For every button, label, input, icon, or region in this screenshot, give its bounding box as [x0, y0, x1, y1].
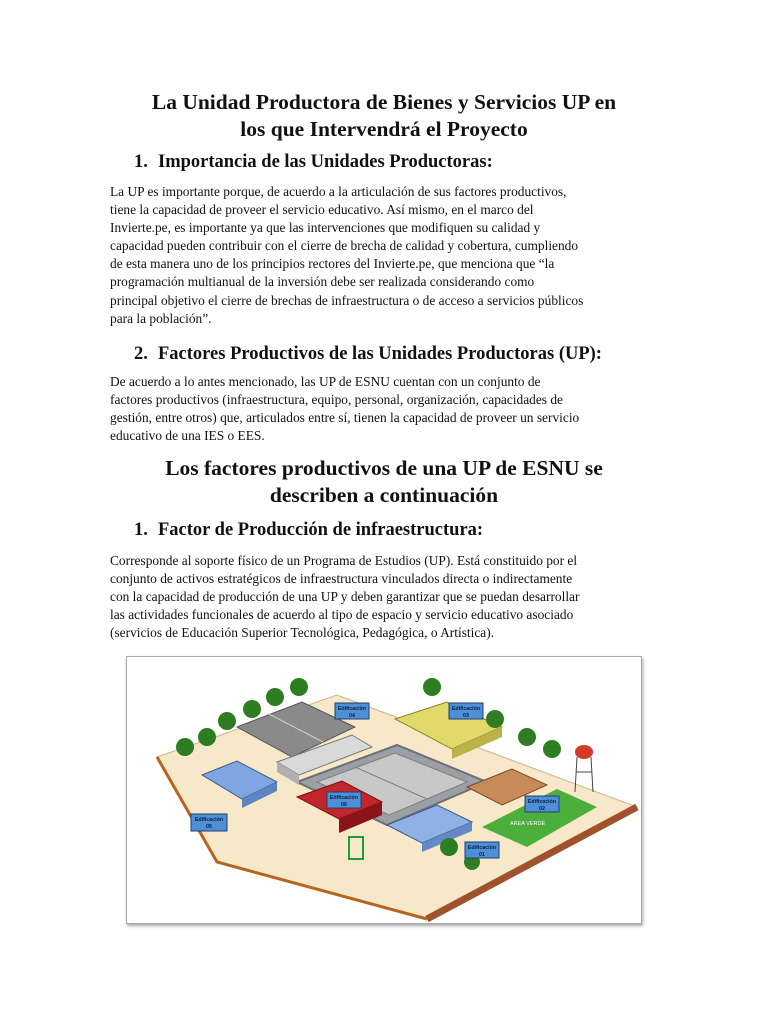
section-2-paragraph [110, 373, 670, 445]
paragraph-line: capacidad pueden contribuir con el cierre de brecha de calidad y cobertura, cumpliendo [110, 238, 579, 254]
tree [290, 678, 308, 696]
label-edificacion-01 [465, 842, 499, 858]
label-number: 01 [479, 852, 485, 858]
paragraph-line: conjunto de activos estratégicos de infraestructura vinculados directa o indirectamente [110, 571, 573, 587]
label-text: Edificación [337, 706, 367, 712]
label-number: 06 [341, 802, 347, 808]
section-2-number: 2. [134, 344, 148, 364]
section-3-number: 1. [134, 520, 148, 540]
subtitle-line-1: Los factores productivos de una UP de ESNU se [165, 456, 603, 480]
tree [218, 712, 236, 730]
paragraph-line: principal objetivo el cierre de brechas de infraestructura o de acceso a servicios públicos [110, 292, 584, 308]
section-2-heading [134, 343, 602, 365]
label-text: Edificación [451, 706, 481, 712]
paragraph-line: factores productivos (infraestructura, equipo, personal, organización, capacidades de [110, 392, 563, 408]
paragraph-line: para la población”. [110, 310, 212, 326]
paragraph-line: Corresponde al soporte físico de un Programa de Estudios (UP). Está constituido por el [110, 553, 578, 568]
paragraph-line: (servicios de Educación Superior Tecnológica, Pedagógica, o Artística). [110, 625, 495, 641]
page-title-line-1: La Unidad Productora de Bienes y Servicios UP en [151, 90, 617, 114]
label-text: Edificación [194, 817, 224, 823]
paragraph-line: con la capacidad de producción de una UP y deben garantizar que se puedan desarrollar [110, 589, 580, 605]
paragraph-line: gestión, entre otros) que, articulados entre sí, tienen la capacidad de proveer un servicio [110, 410, 580, 426]
section-1-heading [134, 151, 493, 173]
label-edificacion-02 [525, 796, 559, 812]
section-1-heading-text: Importancia de las Unidades Productoras: [158, 152, 493, 172]
paragraph-line: de esta manera uno de los principios rectores del Invierte.pe, que menciona que “la [110, 256, 555, 272]
label-number: 04 [349, 713, 355, 719]
section-3-paragraph [110, 552, 670, 642]
label-number: 05 [206, 824, 212, 830]
section-2-heading-text: Factores Productivos de las Unidades Productoras (UP): [158, 344, 602, 364]
page-title-line-2: los que Intervendrá el Proyecto [240, 117, 528, 141]
tree [198, 728, 216, 746]
subtitle-line-2: describen a continuación [269, 483, 499, 507]
paragraph-line: De acuerdo a lo antes mencionado, las UP de ESNU cuentan con un conjunto de [110, 374, 541, 389]
tree [543, 740, 561, 758]
label-text: Edificación [527, 799, 557, 805]
paragraph-line: las actividades funcionales de acuerdo al tipo de espacio y servicio educativo asociado [110, 607, 574, 623]
paragraph-line: tiene la capacidad de proveer el servicio educativo. Así mismo, en el marco del [110, 202, 534, 218]
water-tower [575, 745, 593, 759]
paragraph-line: educativo de una IES o EES. [110, 428, 265, 444]
label-edificacion-04 [335, 703, 369, 719]
section-1-paragraph [110, 183, 670, 328]
label-edificacion-06 [327, 792, 361, 808]
tree [486, 710, 504, 728]
tree [423, 678, 441, 696]
label-number: 03 [463, 713, 469, 719]
section-1-number: 1. [134, 152, 148, 172]
water-tower-leg [591, 757, 593, 792]
section-3-heading [134, 519, 483, 541]
tree [243, 700, 261, 718]
label-number: 02 [539, 806, 545, 812]
paragraph-line: Invierte.pe, es importante ya que las intervenciones que modifiquen su calidad y [110, 220, 541, 236]
campus-illustration [126, 656, 642, 924]
section-3-heading-text: Factor de Producción de infraestructura: [158, 520, 484, 540]
tree [176, 738, 194, 756]
page-title [110, 89, 658, 143]
section-subtitle [110, 455, 658, 509]
tree [440, 838, 458, 856]
label-text: Edificación [329, 795, 359, 801]
label-edificacion-03 [449, 703, 483, 719]
campus-illustration-svg [127, 657, 641, 923]
label-edificacion-05 [191, 814, 227, 831]
green-area-label: AREA VERDE [510, 821, 546, 827]
label-text: Edificación [467, 845, 497, 851]
paragraph-line: La UP es importante porque, de acuerdo a la articulación de sus factores productivos, [110, 184, 567, 199]
tree [266, 688, 284, 706]
paragraph-line: programación multianual de la inversión debe ser realizada considerando como [110, 274, 535, 290]
tree [518, 728, 536, 746]
